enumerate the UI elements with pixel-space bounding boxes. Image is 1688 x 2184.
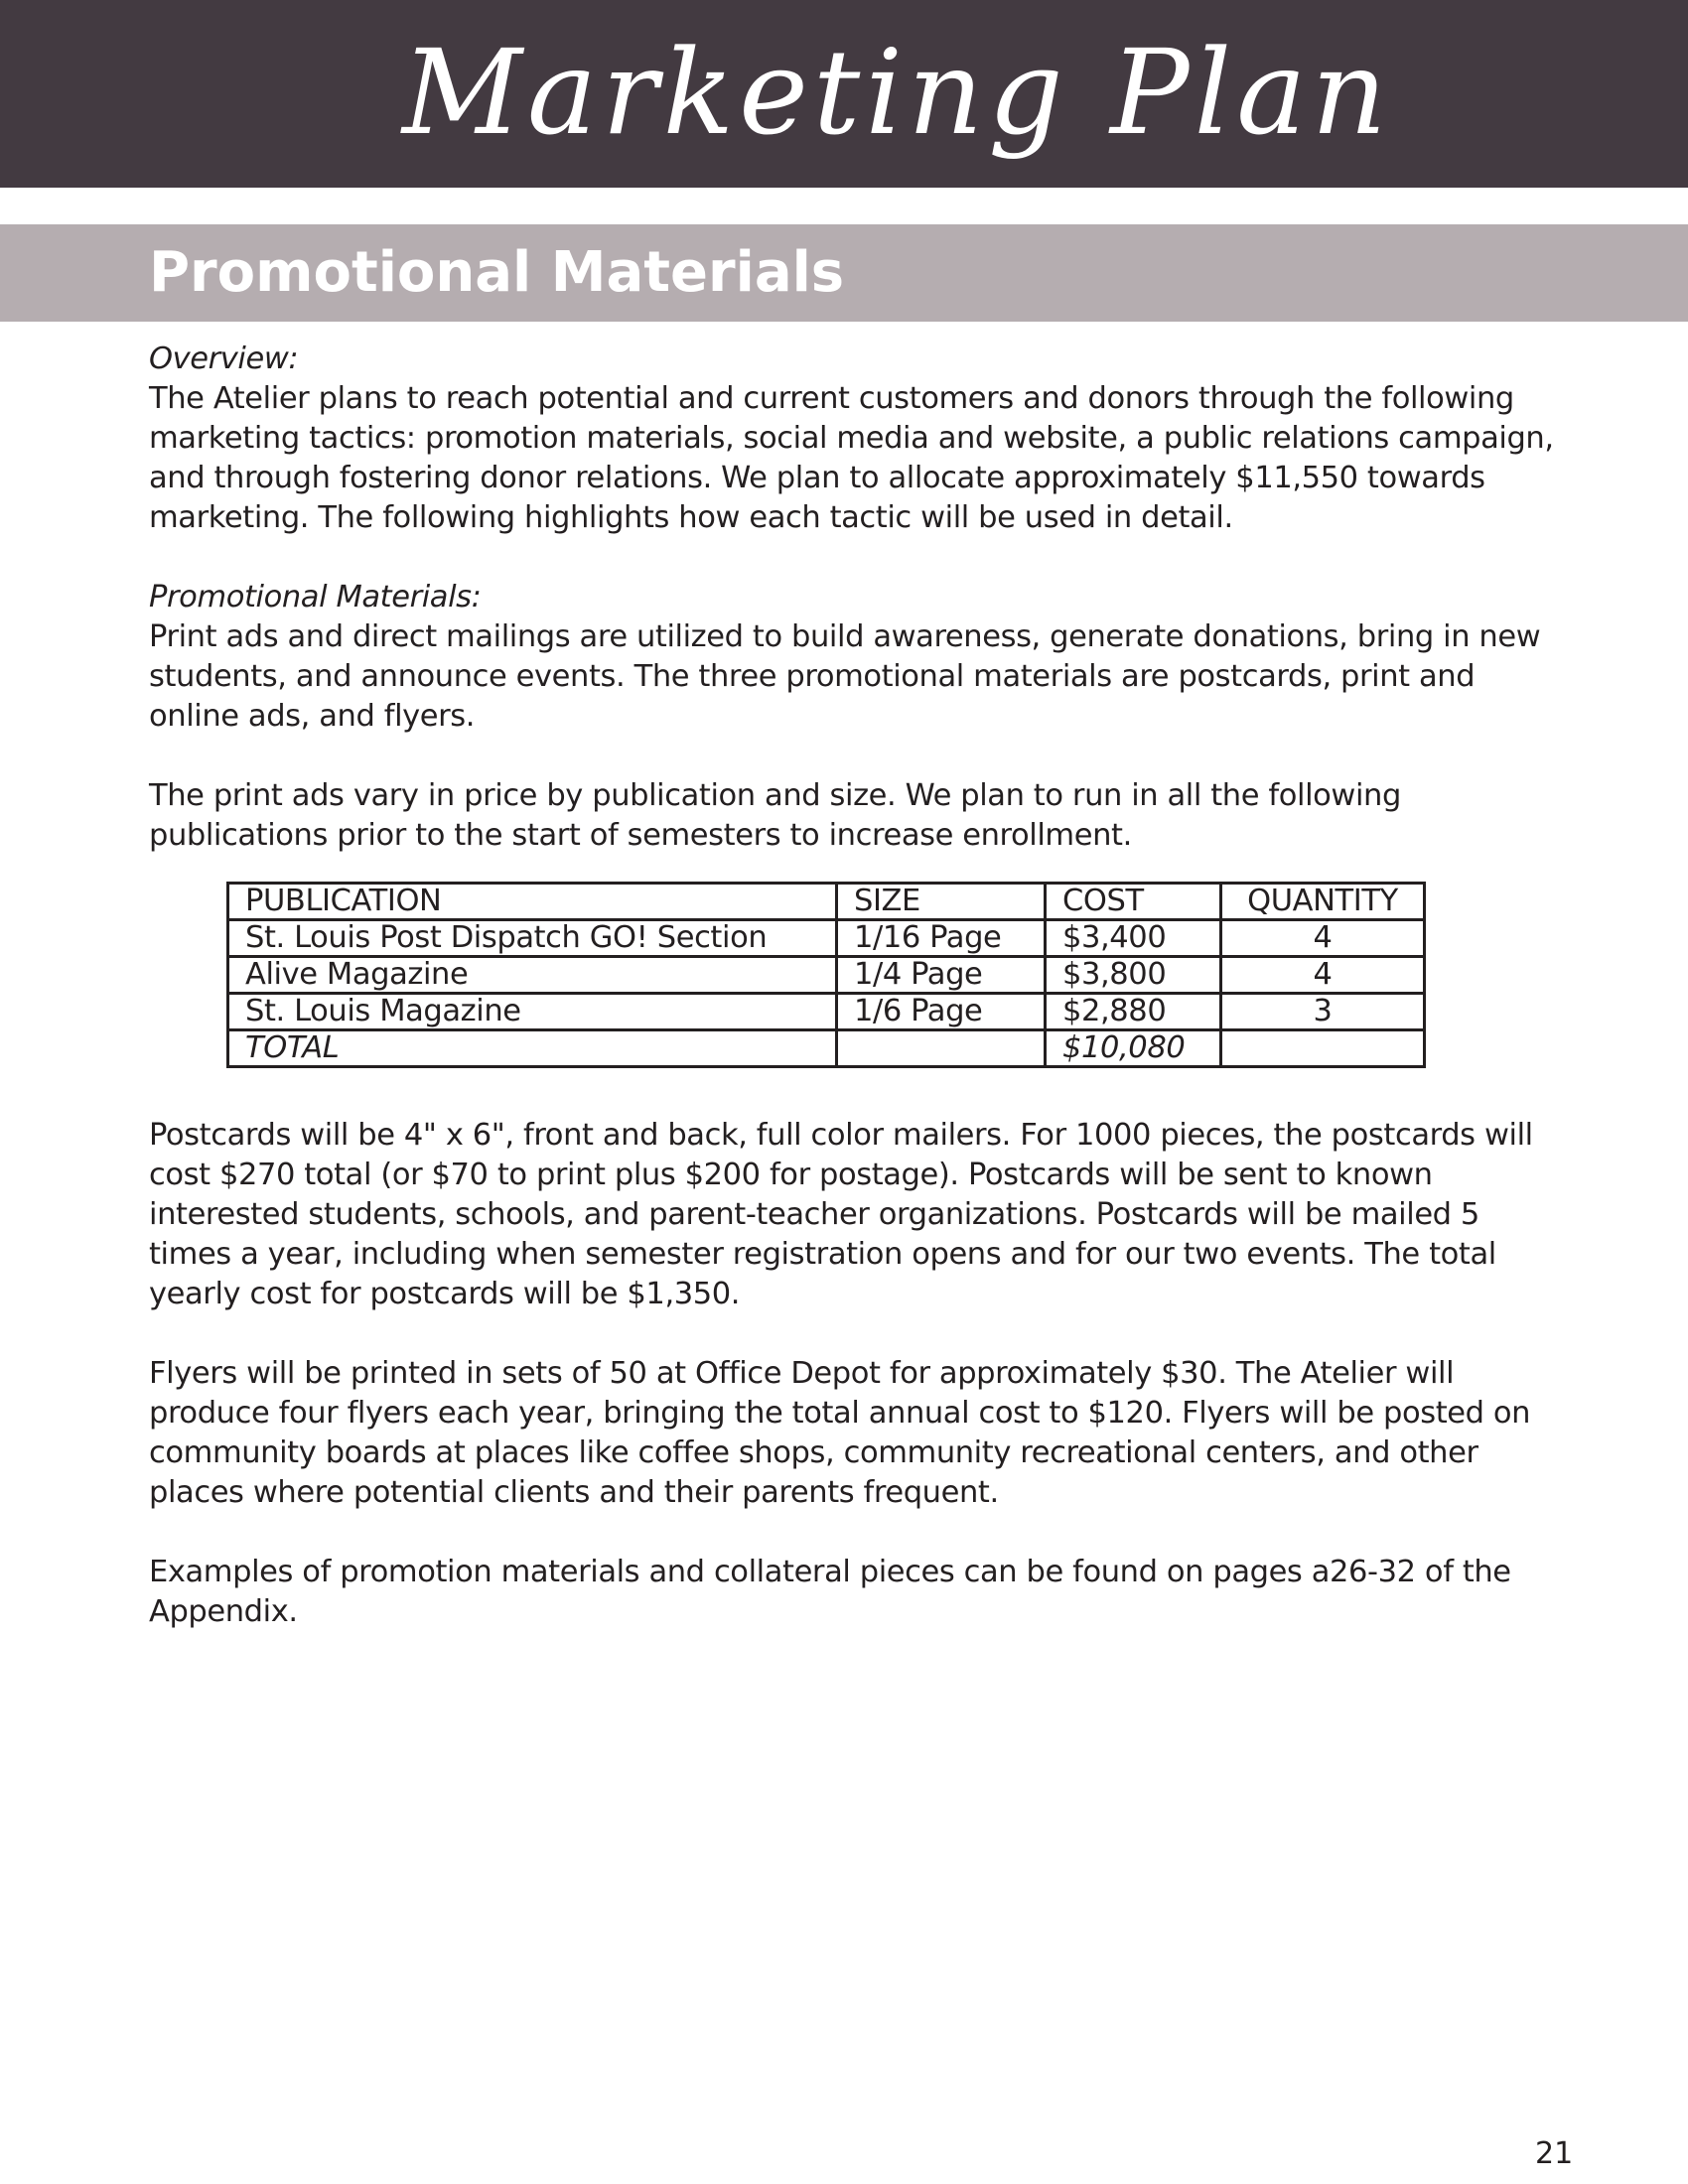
table-total-row [228, 1030, 1425, 1067]
promotional-text: Print ads and direct mailings are utilized to build awareness, generate donations, bring in new students, and announce events. The three promotional materials are postcards, print and online ads, and flyers. [149, 619, 1541, 734]
flyers-paragraph: Flyers will be printed in sets of 50 at Office Depot for approximately $30. The Atelier will produce four flyers each year, bringing the total annual cost to $120. Flyers will be posted on community boards at places like coffee shops, community recreational centers, and other places where potential clients and their parents frequent. [149, 1356, 1531, 1510]
total-quantity [1221, 1030, 1425, 1067]
promotional-paragraph [149, 578, 1559, 737]
document-body [149, 340, 1559, 1672]
cell-publication: St. Louis Post Dispatch GO! Section [228, 920, 837, 957]
postcards-paragraph: Postcards will be 4" x 6", front and back, full color mailers. For 1000 pieces, the postcards will cost $270 total (or $70 to print plus $200 for postage). Postcards will be sent to known interested students, schools, and parent-teacher organizations. Postcards will be mailed 5 times a year, including when semester registration opens and for our two events. The total yearly cost for postcards will be $1,350. [149, 1118, 1533, 1311]
header-cost: COST [1046, 884, 1221, 920]
total-label: TOTAL [228, 1030, 837, 1067]
cell-size: 1/6 Page [837, 994, 1046, 1030]
table-row [228, 920, 1425, 957]
overview-label: Overview: [149, 341, 299, 376]
overview-paragraph [149, 340, 1559, 538]
total-cost: $10,080 [1046, 1030, 1221, 1067]
header-publication: PUBLICATION [228, 884, 837, 920]
section-title: Promotional Materials [149, 240, 845, 305]
table-header-row [228, 884, 1425, 920]
cell-publication: St. Louis Magazine [228, 994, 837, 1030]
cell-quantity: 4 [1221, 920, 1425, 957]
table-row [228, 994, 1425, 1030]
overview-text: The Atelier plans to reach potential and current customers and donors through the following marketing tactics: promotion materials, social media and website, a public relations campaign, and through fostering donor relations. We plan to allocate approximately $11,550 towards marketing. The following highlights how each tactic will be used in detail. [149, 381, 1554, 535]
promotional-label: Promotional Materials: [149, 580, 482, 614]
cell-quantity: 4 [1221, 957, 1425, 994]
total-size [837, 1030, 1046, 1067]
publication-table-wrapper [226, 882, 1559, 1068]
cell-cost: $3,400 [1046, 920, 1221, 957]
cell-publication: Alive Magazine [228, 957, 837, 994]
table-row [228, 957, 1425, 994]
print-ads-paragraph: The print ads vary in price by publication and size. We plan to run in all the following publications prior to the start of semesters to increase enrollment. [149, 778, 1401, 853]
examples-paragraph: Examples of promotion materials and collateral pieces can be found on pages a26-32 of the Appendix. [149, 1555, 1511, 1629]
cell-quantity: 3 [1221, 994, 1425, 1030]
publication-table [226, 882, 1426, 1068]
page-number: 21 [1535, 2136, 1574, 2171]
cell-size: 1/4 Page [837, 957, 1046, 994]
header-size: SIZE [837, 884, 1046, 920]
header-quantity: QUANTITY [1221, 884, 1425, 920]
cell-cost: $2,880 [1046, 994, 1221, 1030]
cell-cost: $3,800 [1046, 957, 1221, 994]
page-header-title: Marketing Plan [402, 24, 1392, 161]
cell-size: 1/16 Page [837, 920, 1046, 957]
